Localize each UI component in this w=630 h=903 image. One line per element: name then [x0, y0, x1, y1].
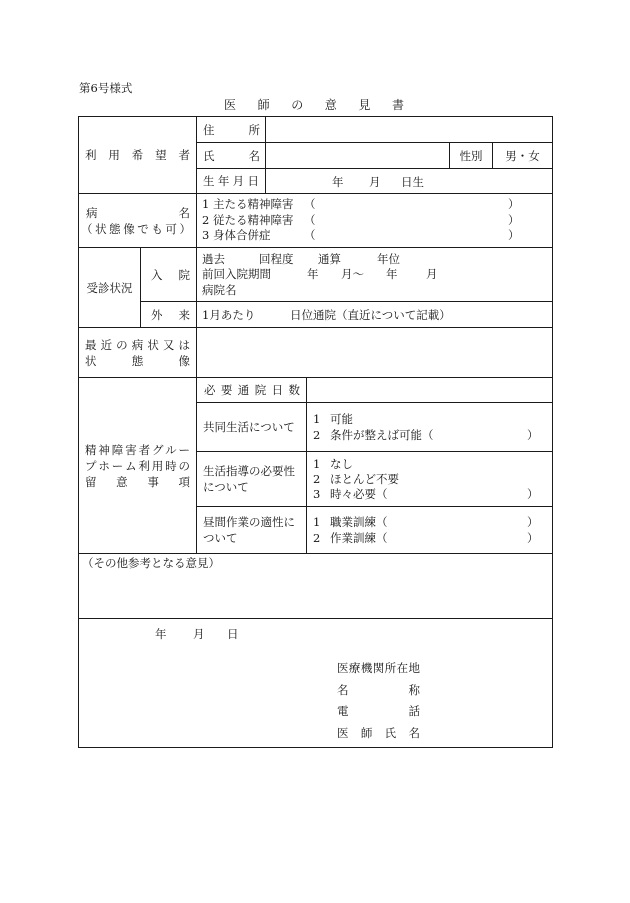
birth-day-unit: 日生	[401, 174, 424, 189]
outpatient-field[interactable]	[197, 302, 553, 328]
daytime-label-2: ついて	[203, 531, 238, 545]
diagnosis-sublabel: （状態像でも可）	[81, 221, 191, 236]
inpatient-field-inner	[197, 249, 552, 301]
guidance-options[interactable]	[307, 452, 553, 507]
open-paren: （	[304, 212, 316, 227]
signature-block	[337, 658, 420, 744]
visit-days-row	[79, 378, 553, 403]
signature-cell	[79, 619, 553, 748]
option-line	[307, 530, 552, 546]
guidance-label-1: 生活指導の必要性	[203, 464, 295, 478]
address-label-cell	[197, 117, 266, 143]
close-paren: ）	[527, 486, 539, 501]
to-month-unit: 月	[426, 266, 438, 281]
option-number: 3	[313, 486, 321, 501]
option-line	[307, 514, 552, 530]
doctor-name-label: 医師氏名	[337, 725, 420, 740]
option-line	[307, 472, 552, 487]
from-year-unit: 年	[307, 266, 319, 281]
visit-days-label: 日位通院（直近について記載）	[290, 307, 451, 322]
diagnosis-item	[197, 228, 552, 244]
recent-condition-label-1: 最近の病状又は	[85, 337, 190, 352]
outpatient-label: 外来	[151, 307, 190, 322]
outpatient-label-cell	[141, 302, 197, 328]
option-line	[307, 411, 552, 427]
name-field[interactable]	[266, 143, 450, 169]
option-number: 2	[313, 428, 321, 442]
birth-year-unit: 年	[332, 174, 344, 189]
option-number: 1	[313, 456, 321, 471]
name-label: 氏名	[203, 148, 260, 163]
birth-label-cell	[197, 169, 266, 194]
close-paren: ）	[508, 212, 520, 227]
option-label: ほとんど不要	[330, 471, 399, 486]
address-row	[79, 117, 553, 143]
item-number: 1	[202, 197, 210, 212]
document-title: 医師の意見書	[224, 98, 404, 112]
sex-options[interactable]: 男・女	[493, 143, 553, 169]
group-home-label-1: 精神障害者グルー	[85, 442, 190, 457]
option-label: 可能	[330, 412, 353, 426]
item-label: 従たる精神障害	[213, 212, 294, 227]
close-paren: ）	[527, 531, 539, 545]
open-paren: （	[304, 228, 316, 243]
date-month-unit: 月	[193, 627, 205, 641]
diagnosis-field[interactable]	[197, 194, 553, 248]
option-number: 1	[313, 412, 321, 426]
close-paren: ）	[508, 228, 520, 243]
guidance-label-cell	[197, 452, 307, 507]
daytime-options[interactable]	[307, 507, 553, 554]
option-line	[307, 427, 552, 443]
to-year-unit: 年	[386, 266, 398, 281]
address-label: 住所	[203, 122, 260, 137]
applicant-label: 利用希望者	[85, 148, 190, 162]
address-field[interactable]	[266, 117, 553, 143]
total-label: 通算	[318, 251, 341, 266]
group-home-label-cell	[79, 378, 197, 554]
option-label: なし	[330, 456, 353, 471]
required-visit-days-field[interactable]	[307, 378, 553, 403]
other-opinion-field[interactable]	[79, 554, 553, 619]
option-number: 1	[313, 515, 321, 529]
applicant-label-cell	[79, 117, 197, 194]
hospital-label: 病院名	[202, 282, 237, 297]
times-label: 回程度	[259, 251, 294, 266]
institution-address-label: 医療機関所在地	[337, 661, 420, 675]
close-paren: ）	[527, 428, 539, 442]
other-opinion-row	[79, 554, 553, 619]
option-line	[307, 487, 552, 502]
birth-label: 生年月日	[203, 174, 259, 188]
option-number: 2	[313, 531, 321, 545]
birth-month-unit: 月	[369, 174, 381, 189]
inpatient-row	[79, 248, 553, 302]
sex-label: 性別	[450, 143, 493, 169]
outpatient-row	[79, 302, 553, 328]
recent-condition-field[interactable]	[197, 328, 553, 378]
group-home-label-3: 留意事項	[85, 474, 190, 489]
date-day-unit: 日	[227, 627, 239, 641]
from-month-unit: 月〜	[341, 266, 364, 281]
required-visit-days-label: 必要通院日数	[204, 383, 300, 397]
communal-label: 共同生活について	[197, 403, 307, 452]
item-number: 2	[202, 212, 210, 227]
communal-options[interactable]	[307, 403, 553, 452]
option-number: 2	[313, 471, 321, 486]
per-month-label: 1月あたり	[202, 307, 256, 322]
option-label: 職業訓練（	[330, 515, 388, 529]
recent-condition-row	[79, 328, 553, 378]
birth-field-inner	[266, 170, 552, 193]
outpatient-field-inner	[197, 303, 552, 327]
consultation-label: 受診状況	[79, 248, 141, 328]
item-label: 主たる精神障害	[213, 197, 294, 212]
last-period-label: 前回入院期間	[202, 266, 271, 281]
diagnosis-row	[79, 194, 553, 248]
inpatient-label-cell	[141, 248, 197, 302]
name-label-cell	[197, 143, 266, 169]
option-label: 条件が整えば可能（	[330, 428, 434, 442]
past-label: 過去	[202, 251, 225, 266]
close-paren: ）	[527, 515, 539, 529]
date-year-unit: 年	[155, 627, 167, 641]
phone-label: 電話	[337, 704, 420, 718]
option-label: 作業訓練（	[330, 531, 388, 545]
required-visit-days-label-cell	[197, 378, 307, 403]
years-label: 年位	[377, 251, 400, 266]
option-label: 時々必要（	[330, 486, 388, 501]
inpatient-field[interactable]	[197, 248, 553, 302]
recent-condition-label-cell	[79, 328, 197, 378]
birth-field[interactable]	[266, 169, 553, 194]
institution-name-label: 名称	[337, 682, 420, 697]
diagnosis-item	[197, 197, 552, 213]
open-paren: （	[304, 197, 316, 212]
diagnosis-label: 病名	[86, 205, 190, 220]
form-number: 第6号様式	[79, 81, 133, 95]
recent-condition-label-2: 状態像	[85, 353, 190, 368]
group-home-label-2: プホーム利用時の	[85, 458, 190, 473]
signature-row	[79, 619, 553, 748]
daytime-label-cell	[197, 507, 307, 554]
option-line	[307, 457, 552, 472]
signature-inner	[79, 619, 552, 745]
diagnosis-label-cell	[79, 194, 197, 248]
opinion-form-table	[78, 116, 553, 748]
inpatient-label: 入院	[151, 267, 190, 282]
other-opinion-label: （その他参考となる意見）	[82, 556, 220, 570]
guidance-label-2: について	[203, 480, 249, 494]
item-label: 身体合併症	[213, 228, 271, 243]
diagnosis-item	[197, 213, 552, 229]
item-number: 3	[202, 228, 210, 243]
close-paren: ）	[508, 197, 520, 212]
daytime-label-1: 昼間作業の適性に	[203, 515, 295, 529]
